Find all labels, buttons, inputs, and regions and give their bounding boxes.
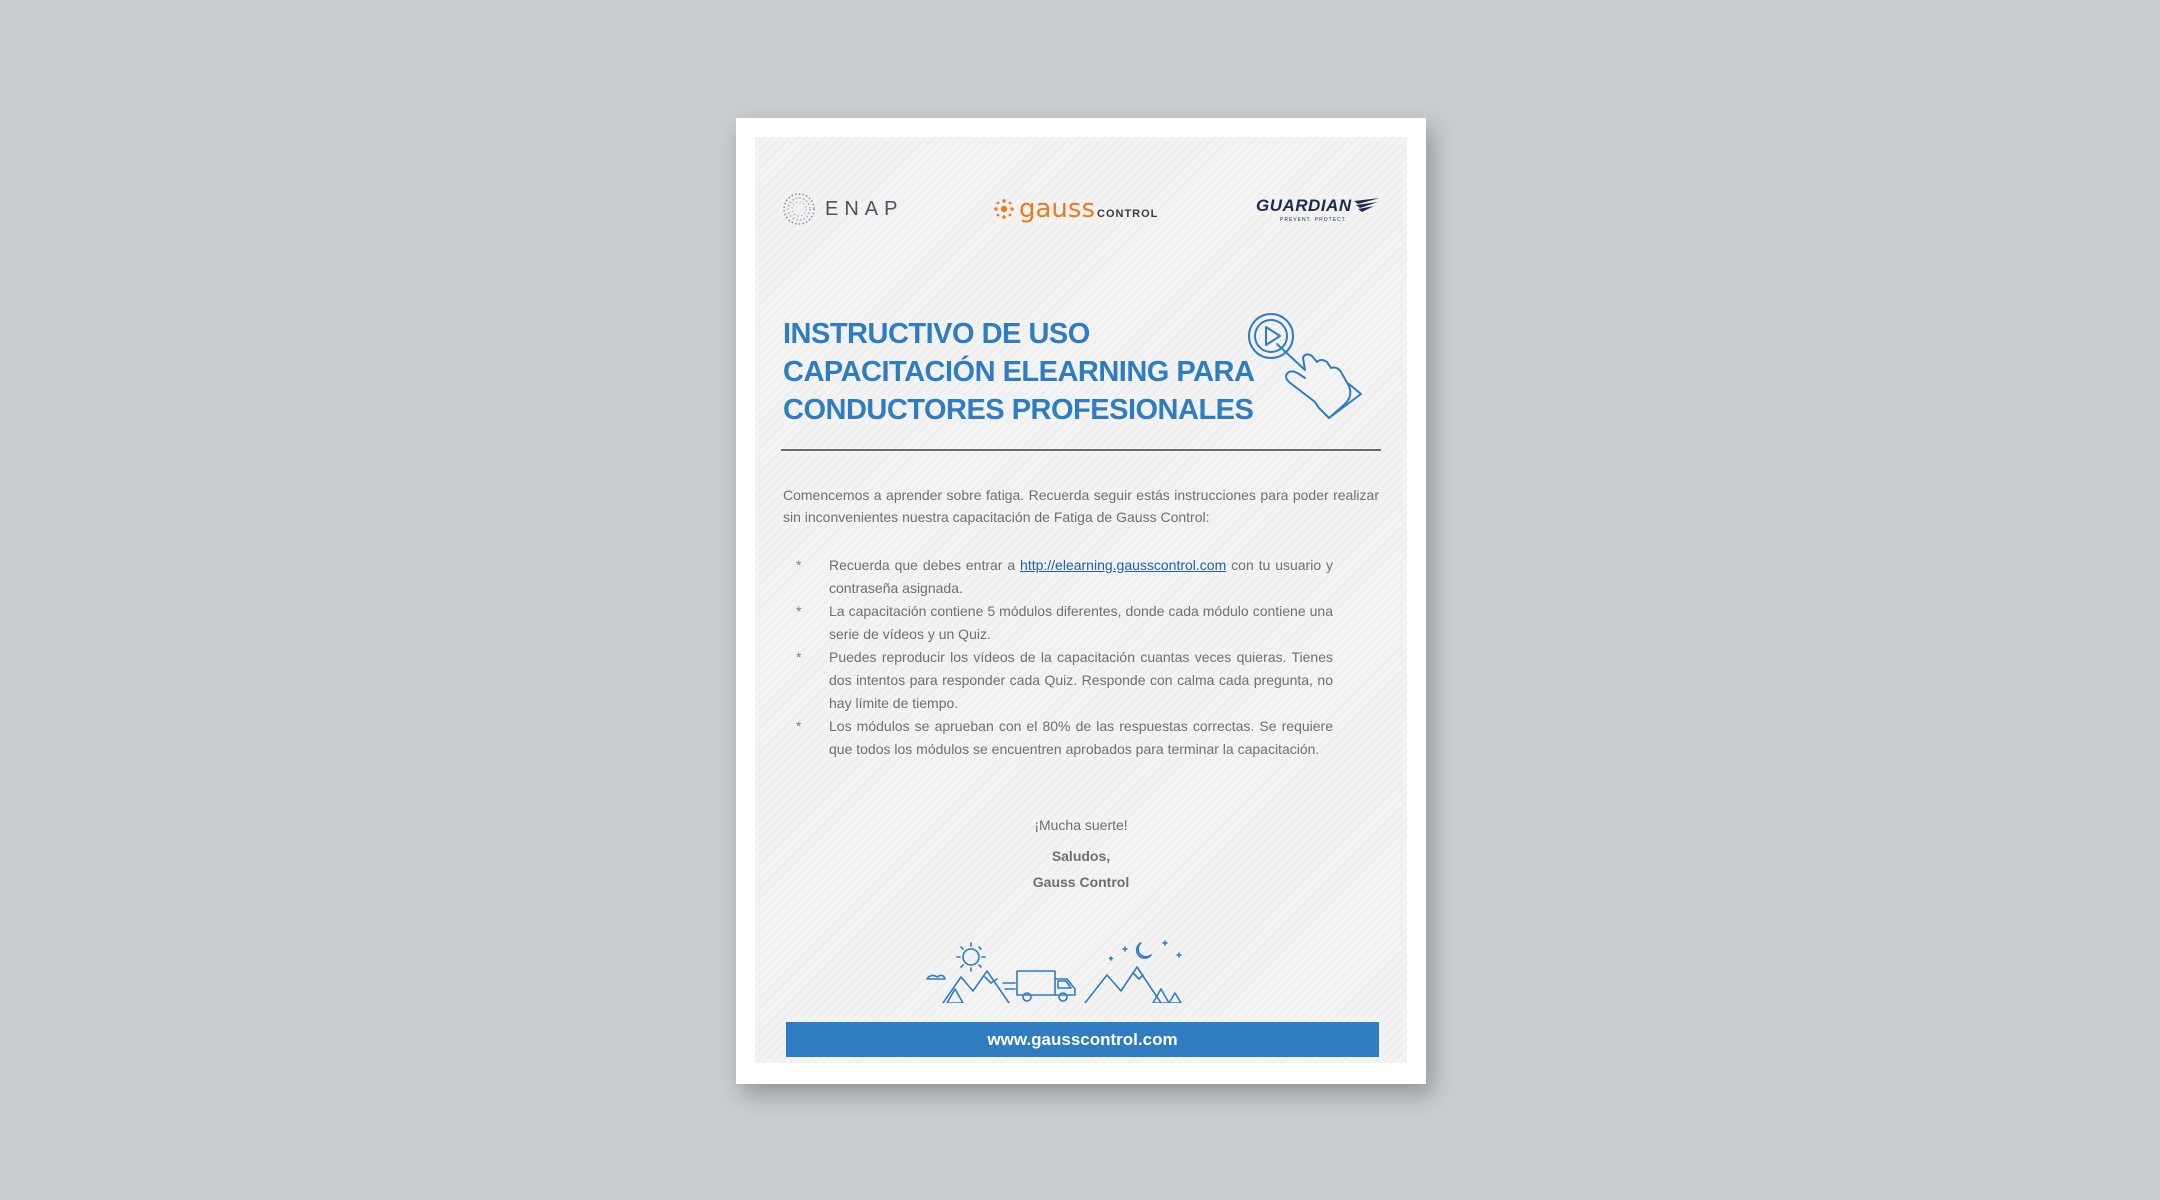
- closing-greeting: Saludos,: [1051, 848, 1111, 864]
- bullet-star-icon: *: [796, 557, 802, 573]
- guardian-logo: [1256, 189, 1380, 229]
- closing-wish: ¡Mucha suerte!: [1034, 817, 1128, 833]
- guardian-wing-icon: [1354, 198, 1380, 214]
- guardian-tagline: PREVENT. PROTECT.: [1280, 216, 1348, 223]
- title-divider: [781, 449, 1381, 451]
- gauss-control-wordmark: CONTROL: [1097, 208, 1159, 220]
- bullet-1-before: Recuerda que debes entrar a: [829, 557, 1021, 573]
- closing-signature: Gauss Control: [1032, 874, 1130, 890]
- document-page: [755, 137, 1407, 1063]
- intro-paragraph: Comencemos a aprender sobre fatiga. Recuerda seguir estás instrucciones para poder realizar sin inconvenientes nuestra capacitación de Fatiga de Gauss Control:: [783, 487, 1379, 525]
- gauss-node-icon: [993, 198, 1015, 220]
- bullet-star-icon: *: [796, 718, 802, 734]
- title-line-1: INSTRUCTIVO DE USO: [783, 318, 1090, 350]
- document-title: [783, 315, 1253, 429]
- road-trip-illustration-icon: [925, 937, 1235, 1003]
- enap-ring-icon: [781, 191, 817, 227]
- instruction-list: [783, 554, 1333, 761]
- bullet-star-icon: *: [796, 603, 802, 619]
- title-line-2: CAPACITACIÓN ELEARNING PARA: [783, 356, 1255, 388]
- footer-url-banner[interactable]: www.gausscontrol.com: [786, 1022, 1379, 1057]
- elearning-link[interactable]: http://elearning.gausscontrol.com: [1020, 557, 1227, 573]
- guardian-wordmark: GUARDIAN: [1256, 195, 1352, 215]
- bullet-4-text: Los módulos se aprueban con el 80% de las respuestas correctas. Se requiere que todos los módulos se encuentren aprobados para terminar la capacitación.: [829, 718, 1333, 757]
- bullet-2-text: La capacitación contiene 5 módulos diferentes, donde cada módulo contiene una serie de vídeos y un Quiz.: [829, 603, 1333, 642]
- list-item: [783, 600, 1333, 646]
- enap-logo: [781, 189, 903, 229]
- list-item: [783, 554, 1333, 600]
- hand-pointer-play-icon: [1245, 312, 1370, 422]
- bullet-3-text: Puedes reproducir los vídeos de la capacitación cuantas veces quieras. Tienes dos intentos para responder cada Quiz. Responde con calma cada pregunta, no hay límite de tiempo.: [829, 649, 1333, 711]
- gauss-wordmark: gauss: [1019, 194, 1096, 224]
- bullet-star-icon: *: [796, 649, 802, 665]
- document-sheet: [736, 118, 1426, 1084]
- bullet-1-after: con tu usuario y contraseña asignada.: [829, 557, 1333, 596]
- title-line-3: CONDUCTORES PROFESIONALES: [783, 394, 1254, 426]
- gauss-control-logo: [993, 189, 1158, 229]
- list-item: [783, 646, 1333, 715]
- enap-wordmark: ENAP: [825, 197, 904, 220]
- logo-header: [781, 189, 1381, 229]
- list-item: [783, 715, 1333, 761]
